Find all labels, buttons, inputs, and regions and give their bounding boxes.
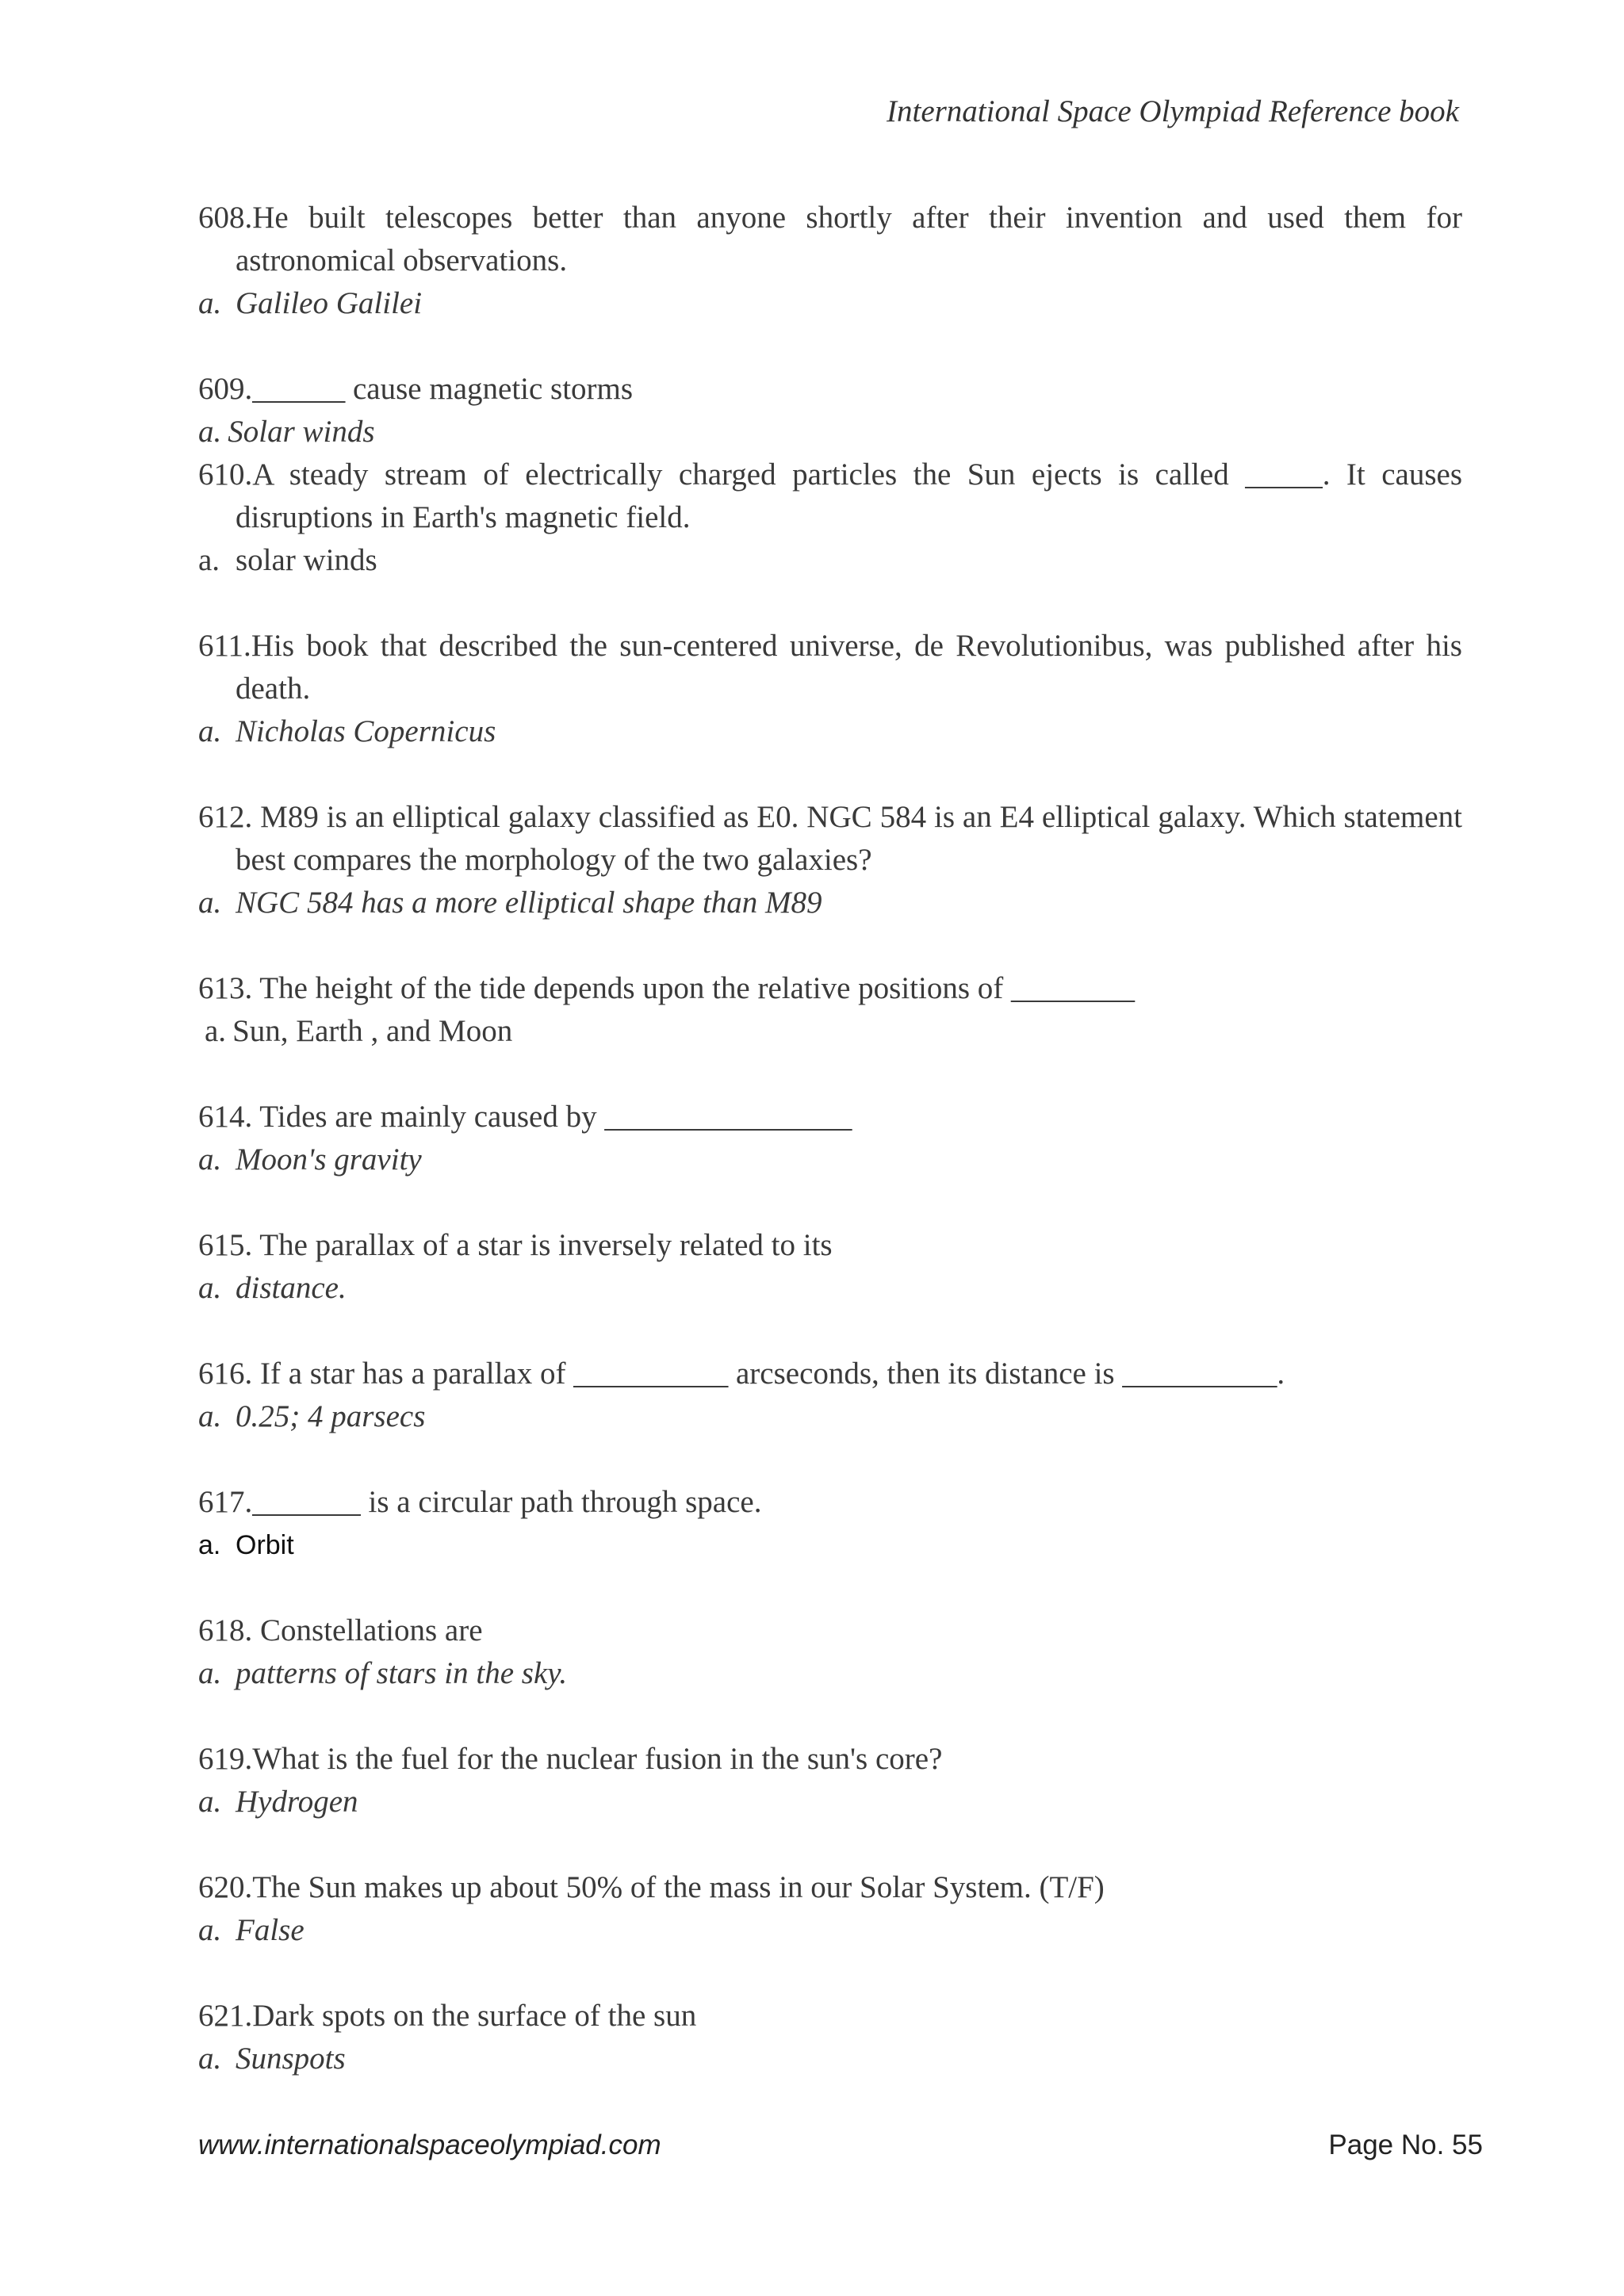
- question-text: 611.His book that described the sun-centered universe, de Revolutionibus, was published after his death.: [198, 629, 1462, 706]
- answer-text: Hydrogen: [236, 1785, 358, 1819]
- answer-line: a. patterns of stars in the sky.: [198, 1652, 1462, 1695]
- question-613: [198, 967, 1462, 1053]
- question-text: 621.Dark spots on the surface of the sun: [198, 1999, 697, 2033]
- question-text: 617._______ is a circular path through space.: [198, 1485, 762, 1519]
- answer-text: solar winds: [236, 543, 377, 577]
- answer-text: False: [236, 1913, 304, 1947]
- question-609: [198, 368, 1462, 453]
- answer-line: a. NGC 584 has a more elliptical shape than M89: [198, 882, 1462, 924]
- fill-blank: _______: [252, 1485, 361, 1519]
- answer-line: a. Moon's gravity: [198, 1138, 1462, 1181]
- question-619: [198, 1738, 1462, 1823]
- answer-text: NGC 584 has a more elliptical shape than M89: [236, 886, 822, 920]
- question-text: 616. If a star has a parallax of __________ arcseconds, then its distance is __________.: [198, 1357, 1285, 1391]
- question-611: [198, 625, 1462, 753]
- fill-blank: __________: [573, 1357, 729, 1391]
- question-text: 619.What is the fuel for the nuclear fusion in the sun's core?: [198, 1742, 943, 1776]
- answer-line: a. Nicholas Copernicus: [198, 710, 1462, 753]
- answer-line: a. 0.25; 4 parsecs: [198, 1395, 1462, 1438]
- answer-text: Nicholas Copernicus: [236, 714, 496, 748]
- answer-text: distance.: [236, 1271, 347, 1305]
- answer-text: 0.25; 4 parsecs: [236, 1399, 426, 1433]
- question-610: [198, 453, 1462, 582]
- fill-blank: ______: [252, 372, 346, 406]
- question-text: 609.______ cause magnetic storms: [198, 372, 634, 406]
- question-text: 613. The height of the tide depends upon the relative positions of ________: [198, 971, 1135, 1005]
- answer-text: patterns of stars in the sky.: [236, 1656, 568, 1690]
- answer-text: Moon's gravity: [236, 1142, 422, 1177]
- fill-blank: _____: [1245, 457, 1323, 492]
- answer-line: a. Sunspots: [198, 2038, 1462, 2080]
- question-614: [198, 1096, 1462, 1181]
- question-618: [198, 1609, 1462, 1695]
- answer-text: Sunspots: [236, 2042, 346, 2076]
- question-text: 612. M89 is an elliptical galaxy classified as E0. NGC 584 is an E4 elliptical galaxy. Which statement best compares the morphology of the two galaxies?: [198, 800, 1462, 877]
- fill-blank: ________________: [604, 1100, 852, 1134]
- answer-text: Sun, Earth , and Moon: [232, 1014, 513, 1048]
- answer-line: a. distance.: [198, 1267, 1462, 1310]
- question-616: [198, 1353, 1462, 1438]
- question-text: 608.He built telescopes better than anyone shortly after their invention and used them for astronomical observations.: [198, 201, 1462, 277]
- question-612: [198, 796, 1462, 924]
- answer-line: a. Galileo Galilei: [198, 282, 1462, 325]
- answer-text: Solar winds: [228, 415, 375, 449]
- answer-line: a. Orbit: [198, 1524, 1462, 1567]
- question-text: 618. Constellations are: [198, 1613, 483, 1647]
- answer-line: a. Solar winds: [198, 411, 1462, 453]
- question-617: [198, 1481, 1462, 1567]
- footer-website-link[interactable]: www.internationalspaceolympiad.com: [198, 2130, 661, 2160]
- fill-blank: __________: [1122, 1357, 1277, 1391]
- answer-line: a. solar winds: [198, 539, 1462, 582]
- question-text: 620.The Sun makes up about 50% of the mass in our Solar System. (T/F): [198, 1870, 1105, 1904]
- answer-line: a. False: [198, 1909, 1462, 1952]
- question-list: [198, 197, 1462, 2080]
- answer-line: a. Hydrogen: [198, 1781, 1462, 1823]
- question-620: [198, 1866, 1462, 1952]
- fill-blank: ________: [1011, 971, 1135, 1005]
- question-text: 615. The parallax of a star is inversely related to its: [198, 1228, 833, 1262]
- question-text: 614. Tides are mainly caused by ________________: [198, 1100, 852, 1134]
- running-header: International Space Olympiad Reference book: [887, 94, 1459, 128]
- answer-line: a. Sun, Earth , and Moon: [198, 1010, 1462, 1053]
- page-number: Page No. 55: [1328, 2130, 1483, 2160]
- question-615: [198, 1224, 1462, 1310]
- question-text: 610.A steady stream of electrically charged particles the Sun ejects is called _____. It causes disruptions in Earth's magnetic field.: [198, 457, 1462, 534]
- answer-text: Galileo Galilei: [236, 286, 423, 320]
- question-621: [198, 1995, 1462, 2080]
- question-608: [198, 197, 1462, 325]
- answer-text: Orbit: [236, 1530, 294, 1560]
